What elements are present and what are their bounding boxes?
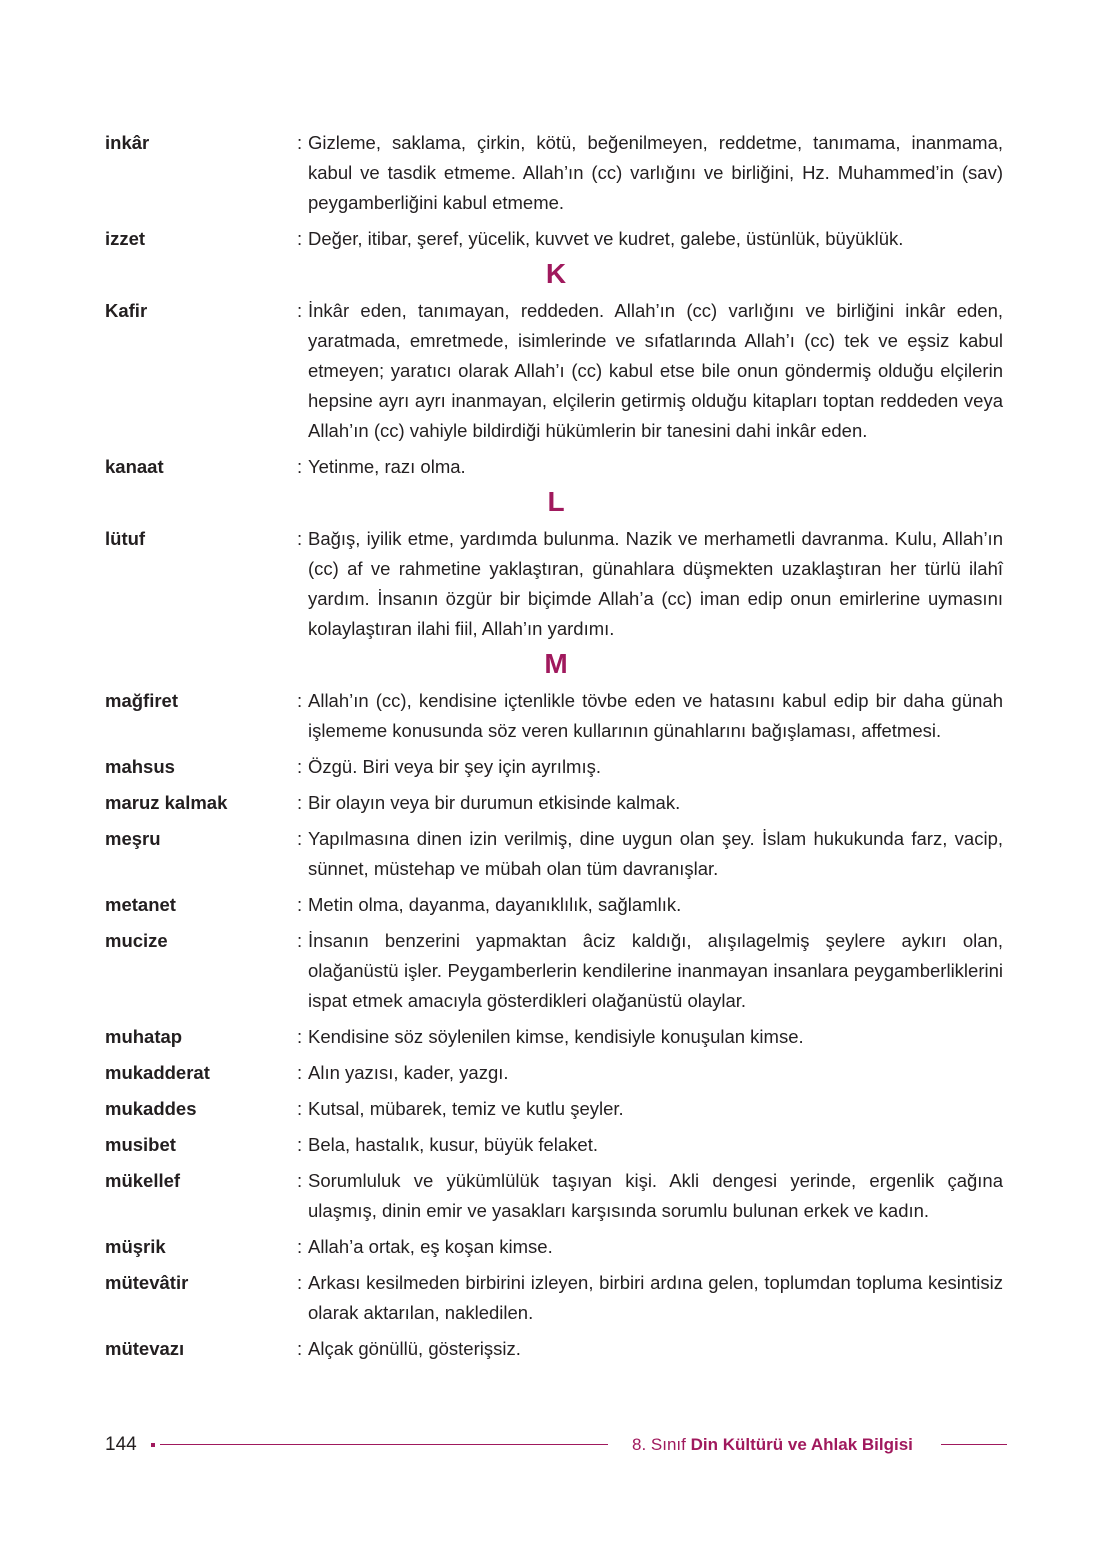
entry-definition: Kendisine söz söylenilen kimse, kendisiyle konuşulan kimse. <box>308 1026 804 1047</box>
glossary-entry <box>105 296 1007 446</box>
footer-dot-ornament <box>151 1443 155 1447</box>
glossary-entry <box>105 1022 1007 1052</box>
entry-term: maruz kalmak <box>105 792 228 813</box>
entry-term: mahsus <box>105 756 175 777</box>
glossary-entry <box>105 926 1007 1016</box>
entry-colon: : <box>297 1134 303 1155</box>
section-letter-l: L <box>547 486 565 517</box>
entry-term: meşru <box>105 828 161 849</box>
glossary-entry <box>105 824 1007 884</box>
footer-rule-right <box>941 1444 1007 1445</box>
entry-colon: : <box>297 1338 303 1359</box>
glossary-entry <box>105 1232 1007 1262</box>
entry-term: mütevazı <box>105 1338 185 1359</box>
glossary <box>105 128 1007 1370</box>
entry-definition: Yapılmasına dinen izin verilmiş, dine uygun olan şey. İslam hukukunda farz, vacip, sünnet, müstehap ve mübah olan tüm davranışlar. <box>308 828 1003 879</box>
entry-term: mucize <box>105 930 168 951</box>
entry-definition: Alın yazısı, kader, yazgı. <box>308 1062 509 1083</box>
entry-colon: : <box>297 1062 303 1083</box>
entry-colon: : <box>297 1272 303 1293</box>
entry-colon: : <box>297 456 303 477</box>
entry-term: musibet <box>105 1134 176 1155</box>
entry-definition: Metin olma, dayanma, dayanıklılık, sağlamlık. <box>308 894 682 915</box>
entry-term: mağfiret <box>105 690 178 711</box>
entry-definition: Allah’ın (cc), kendisine içtenlikle tövbe eden ve hatasını kabul edip bir daha günah işlememe konusunda söz veren kullarının günahlarını bağışlaması, affetmesi. <box>308 690 1003 741</box>
entry-definition: Bağış, iyilik etme, yardımda bulunma. Nazik ve merhametli davranma. Kulu, Allah’ın (cc) af ve rahmetine yaklaştıran, günahlara düşmekten uzaklaştıran her türlü ilahî yardım. İnsanın özgür bir biçimde Allah’a (cc) iman edip onun emirlerine uymasını kolaylaştıran ilahi fiil, Allah’ın yardımı. <box>308 528 1003 639</box>
entry-colon: : <box>297 228 303 249</box>
glossary-entry <box>105 1058 1007 1088</box>
glossary-entry <box>105 1166 1007 1226</box>
entry-term: metanet <box>105 894 176 915</box>
glossary-entry <box>105 788 1007 818</box>
entry-term: izzet <box>105 228 146 249</box>
footer-grade: 8. Sınıf <box>632 1435 686 1454</box>
entry-colon: : <box>297 930 303 951</box>
entry-colon: : <box>297 828 303 849</box>
entry-definition: Yetinme, razı olma. <box>308 456 466 477</box>
entry-colon: : <box>297 1236 303 1257</box>
entry-colon: : <box>297 528 303 549</box>
footer-subject: Din Kültürü ve Ahlak Bilgisi <box>690 1435 913 1454</box>
glossary-entry <box>105 1334 1007 1364</box>
entry-term: müşrik <box>105 1236 166 1257</box>
entry-term: mütevâtir <box>105 1272 189 1293</box>
entry-term: inkâr <box>105 132 150 153</box>
glossary-entry <box>105 524 1007 644</box>
glossary-entry <box>105 1130 1007 1160</box>
glossary-entry <box>105 1094 1007 1124</box>
entry-colon: : <box>297 132 303 153</box>
entry-definition: Kutsal, mübarek, temiz ve kutlu şeyler. <box>308 1098 624 1119</box>
entry-definition: Bela, hastalık, kusur, büyük felaket. <box>308 1134 598 1155</box>
glossary-entry <box>105 752 1007 782</box>
entry-definition: İnkâr eden, tanımayan, reddeden. Allah’ın (cc) varlığını ve birliğini inkâr eden, yaratmada, emretmede, isimlerinde ve sıfatlarında Allah’ı (cc) tek ve eşsiz kabul etmeyen; yaratıcı olarak Allah’ı (cc) kabul etse bile onun göndermiş olduğu elçilerin hepsine ayrı ayrı inanmayan, elçilerin getirmiş olduğu kitapları toptan reddeden veya Allah’ın (cc) vahiyle bildirdiği hükümlerin bir tanesini dahi inkâr eden. <box>308 300 1003 441</box>
entry-colon: : <box>297 756 303 777</box>
entry-term: mükellef <box>105 1170 181 1191</box>
entry-term: mukadderat <box>105 1062 210 1083</box>
entry-colon: : <box>297 1170 303 1191</box>
footer-rule-left <box>160 1444 608 1445</box>
glossary-entry <box>105 686 1007 746</box>
entry-colon: : <box>297 300 303 321</box>
footer-book-title <box>632 1432 913 1458</box>
entry-definition: Alçak gönüllü, gösterişsiz. <box>308 1338 521 1359</box>
section-letter-m: M <box>544 648 568 679</box>
entry-colon: : <box>297 1026 303 1047</box>
entry-definition: Bir olayın veya bir durumun etkisinde kalmak. <box>308 792 681 813</box>
glossary-entry <box>105 1268 1007 1328</box>
entry-definition: Sorumluluk ve yükümlülük taşıyan kişi. Akli dengesi yerinde, ergenlik çağına ulaşmış, dinin emir ve yasakları karşısında sorumlu bulunan erkek ve kadın. <box>308 1170 1003 1221</box>
entry-definition: İnsanın benzerini yapmaktan âciz kaldığı, alışılagelmiş şeylere aykırı olan, olağanüstü işler. Peygamberlerin kendilerine inanmayan insanlara peygamberliklerini ispat etmek amacıyla gösterdikleri olağanüstü olaylar. <box>308 930 1003 1011</box>
entry-colon: : <box>297 792 303 813</box>
entry-term: Kafir <box>105 300 148 321</box>
entry-colon: : <box>297 1098 303 1119</box>
section-letter-k: K <box>545 258 567 289</box>
entry-definition: Arkası kesilmeden birbirini izleyen, birbiri ardına gelen, toplumdan topluma kesintisiz olarak aktarılan, nakledilen. <box>308 1272 1003 1323</box>
entry-colon: : <box>297 690 303 711</box>
entry-term: kanaat <box>105 456 164 477</box>
entry-colon: : <box>297 894 303 915</box>
entry-term: muhatap <box>105 1026 183 1047</box>
page-footer <box>105 1432 1007 1458</box>
entry-term: lütuf <box>105 528 146 549</box>
entry-definition: Gizleme, saklama, çirkin, kötü, beğenilmeyen, reddetme, tanımama, inanmama, kabul ve tasdik etmeme. Allah’ın (cc) varlığını ve birliğini, Hz. Muhammed’in (sav) peygamberliğini kabul etmeme. <box>308 132 1003 213</box>
page-number: 144 <box>105 1434 137 1455</box>
entry-definition: Özgü. Biri veya bir şey için ayrılmış. <box>308 756 601 777</box>
entry-term: mukaddes <box>105 1098 197 1119</box>
entry-definition: Allah’a ortak, eş koşan kimse. <box>308 1236 553 1257</box>
glossary-entry <box>105 224 1007 254</box>
glossary-entry <box>105 452 1007 482</box>
glossary-entry <box>105 128 1007 218</box>
entry-definition: Değer, itibar, şeref, yücelik, kuvvet ve kudret, galebe, üstünlük, büyüklük. <box>308 228 904 249</box>
glossary-entry <box>105 890 1007 920</box>
